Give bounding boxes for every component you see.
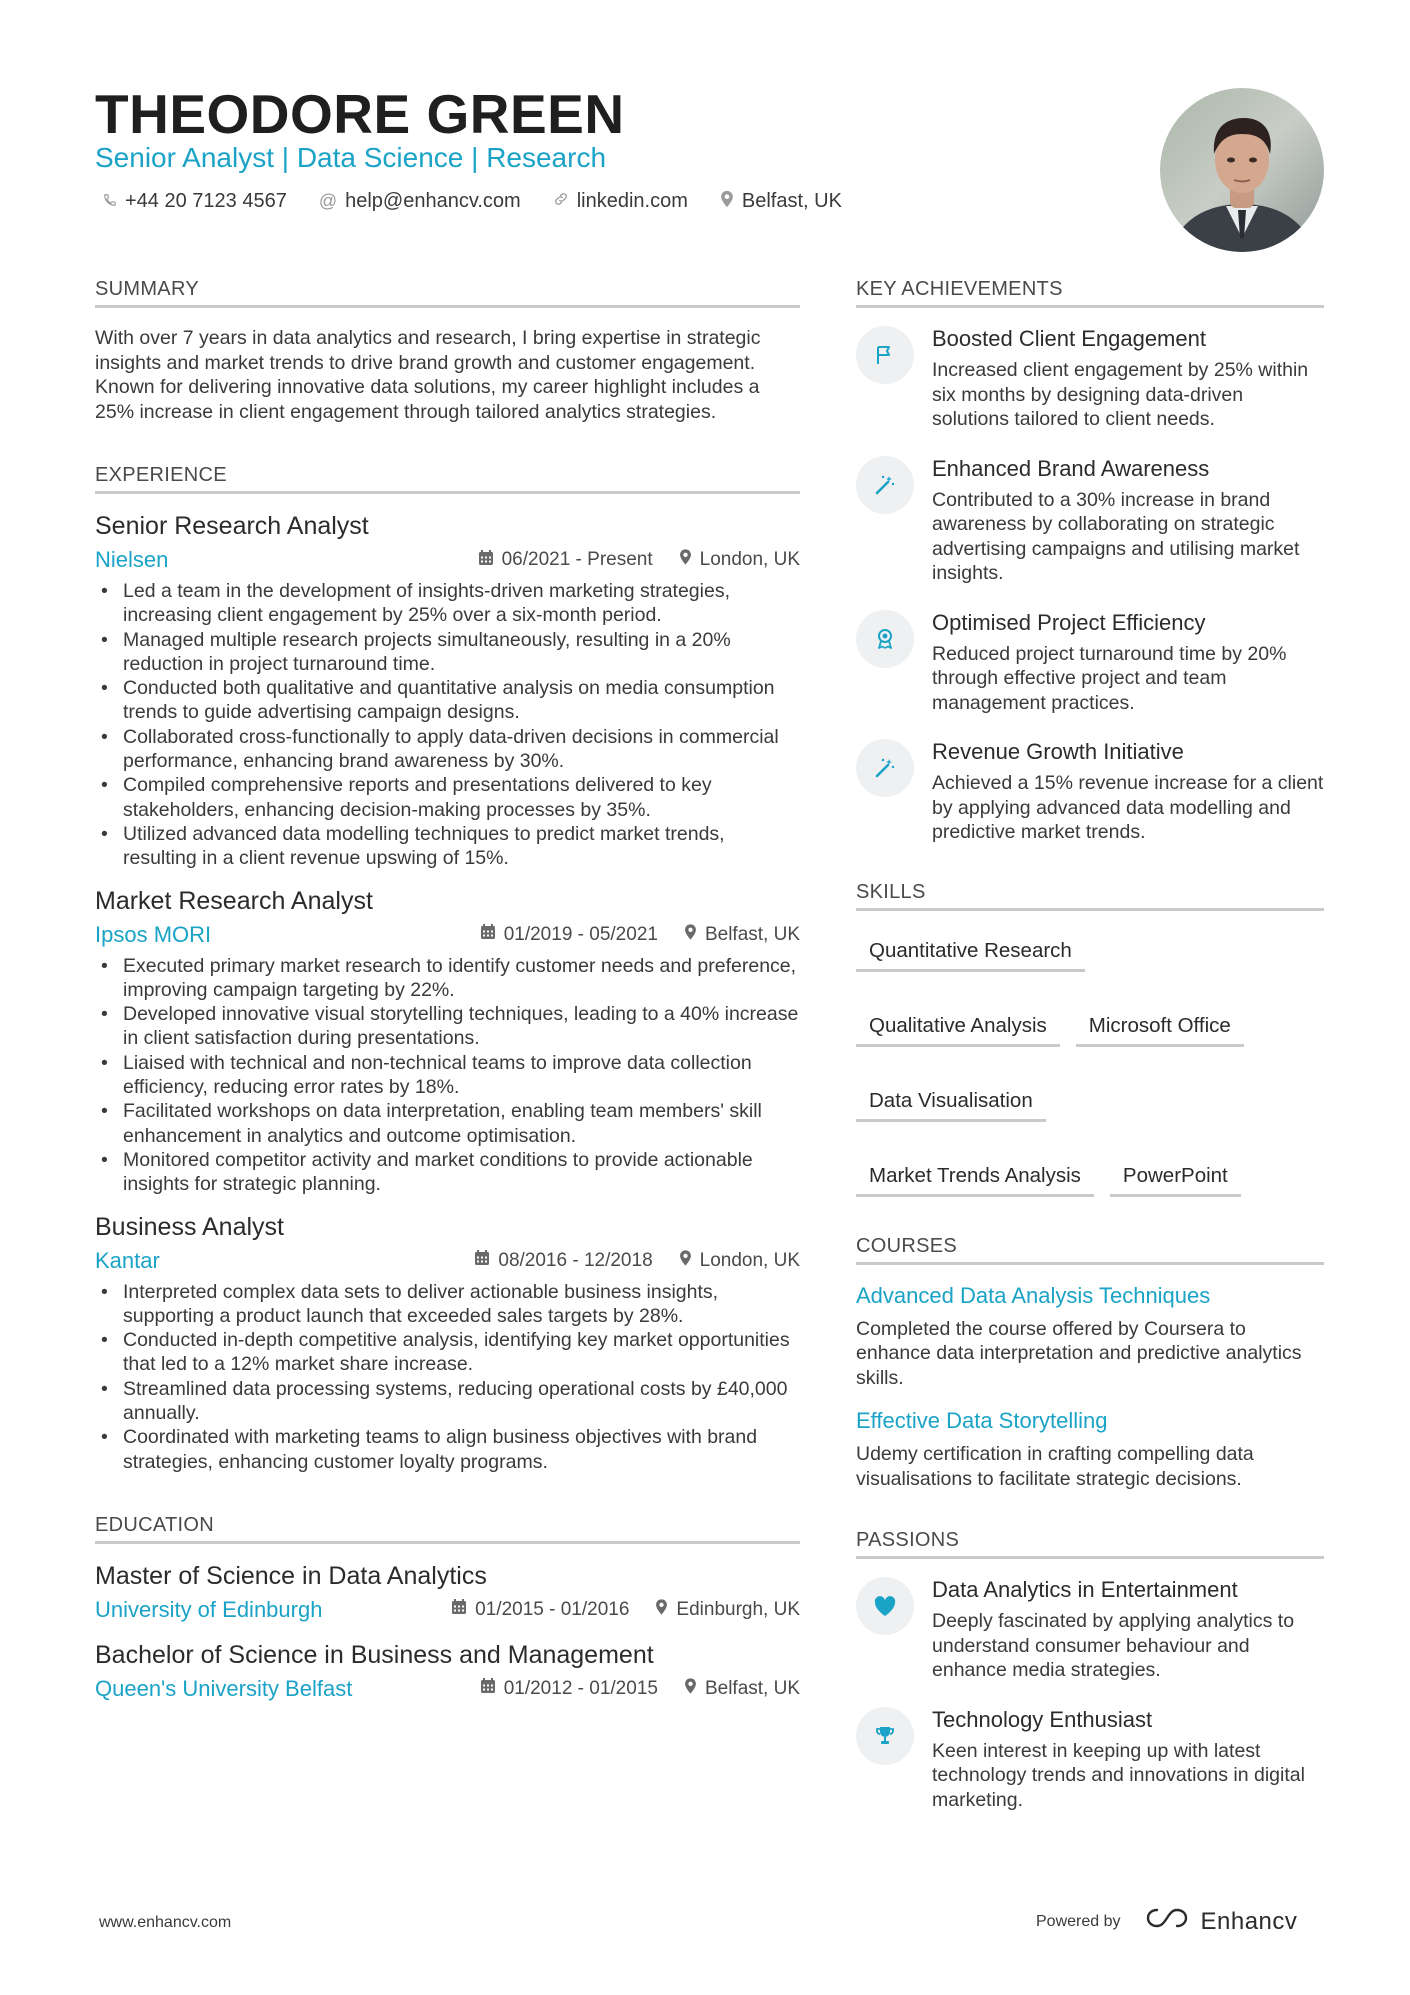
calendar-icon: [480, 923, 496, 946]
brand-logo[interactable]: [1145, 1906, 1298, 1937]
right-column: [856, 278, 1324, 1836]
phone-icon: [103, 191, 117, 212]
calendar-icon: [480, 1677, 496, 1700]
achievements-heading: KEY ACHIEVEMENTS: [856, 278, 1324, 308]
candidate-name: THEODORE GREEN: [95, 83, 625, 145]
achievement-desc: Achieved a 15% revenue increase for a client by applying advanced data modelling and predictive market trends.: [932, 772, 1324, 843]
achievement-item: [856, 326, 1324, 432]
location-icon: [684, 923, 697, 947]
profile-photo: [1160, 88, 1324, 252]
school-name: Queen's University Belfast: [95, 1675, 353, 1701]
skill-tag: Market Trends Analysis: [856, 1158, 1094, 1197]
footer-branding: [1036, 1906, 1297, 1937]
company-name: Kantar: [95, 1247, 160, 1273]
education-dates: 01/2015 - 01/2016: [475, 1598, 630, 1620]
location-icon: [679, 548, 692, 572]
contact-phone-text: +44 20 7123 4567: [125, 190, 287, 212]
contact-bar: [103, 190, 842, 213]
list-item: • Led a team in the development of insights-driven marketing strategies, increasing client engagement by 25% over a six-month period.: [95, 579, 800, 628]
left-column: [95, 278, 800, 1720]
list-item: • Managed multiple research projects simultaneously, resulting in a 20% reduction in project turnaround time.: [95, 628, 800, 677]
heart-icon: [856, 1577, 914, 1635]
list-item: • Coordinated with marketing teams to align business objectives with brand strategies, enhancing customer loyalty programs.: [95, 1425, 800, 1474]
passion-desc: Deeply fascinated by applying analytics to understand consumer behaviour and enhance media strategies.: [932, 1610, 1295, 1681]
job-location: London, UK: [699, 549, 800, 570]
passion-title: Data Analytics in Entertainment: [932, 1577, 1238, 1602]
list-item: • Conducted in-depth competitive analysis, identifying key market opportunities that led to a 12% market share increase.: [95, 1328, 800, 1377]
candidate-title: Senior Analyst | Data Science | Research: [95, 142, 607, 173]
skill-tag: Qualitative Analysis: [856, 1008, 1060, 1047]
achievement-desc: Contributed to a 30% increase in brand awareness by collaborating on strategic advertising campaigns and utilising market insights.: [932, 488, 1300, 584]
skills-heading: SKILLS: [856, 881, 1324, 911]
education-location: Belfast, UK: [704, 1677, 800, 1699]
location-icon: [720, 190, 734, 213]
experience-heading: EXPERIENCE: [95, 464, 800, 494]
job-title: Senior Research Analyst: [95, 512, 369, 540]
course-desc: Udemy certification in crafting compelling data visualisations to facilitate strategic decisions.: [856, 1443, 1254, 1490]
footer-url[interactable]: www.enhancv.com: [99, 1914, 232, 1931]
job-entry: [95, 512, 800, 871]
company-name: Ipsos MORI: [95, 921, 212, 947]
passion-item: [856, 1707, 1324, 1813]
contact-linkedin[interactable]: [553, 190, 688, 213]
list-item: • Facilitated workshops on data interpretation, enabling team members' skill enhancement in analytics and outcome optimisation.: [95, 1099, 800, 1148]
job-entry: [95, 887, 800, 1197]
job-dates: 08/2016 - 12/2018: [498, 1249, 653, 1271]
job-bullets: [95, 954, 800, 1197]
list-item: • Compiled comprehensive reports and presentations delivered to key stakeholders, enhancing decision-making processes by 35%.: [95, 773, 800, 822]
achievement-desc: Reduced project turnaround time by 20% through effective project and team management practices.: [932, 642, 1287, 714]
skill-tag: Quantitative Research: [856, 933, 1085, 972]
degree-title: Bachelor of Science in Business and Management: [95, 1640, 654, 1669]
list-item: • Utilized advanced data modelling techniques to predict market trends, resulting in a client revenue upswing of 15%.: [95, 822, 800, 871]
job-entry: [95, 1213, 800, 1474]
achievement-item: [856, 610, 1324, 716]
education-location: Edinburgh, UK: [676, 1598, 800, 1620]
list-item: • Collaborated cross-functionally to apply data-driven decisions in commercial performance, enhancing brand awareness by 30%.: [95, 725, 800, 774]
job-location: London, UK: [699, 1249, 800, 1271]
course-title: Effective Data Storytelling: [856, 1408, 1108, 1433]
passion-title: Technology Enthusiast: [932, 1706, 1153, 1732]
achievement-title: Boosted Client Engagement: [932, 326, 1206, 351]
list-item: • Liaised with technical and non-technical teams to improve data collection efficiency, reducing error rates by 18%.: [95, 1051, 800, 1100]
calendar-icon: [474, 1249, 490, 1272]
brand-name: Enhancv: [1200, 1907, 1298, 1935]
passion-desc: Keen interest in keeping up with latest technology trends and innovations in digital marketing.: [932, 1739, 1305, 1811]
summary-heading: SUMMARY: [95, 278, 800, 308]
job-location: Belfast, UK: [704, 923, 800, 945]
list-item: • Developed innovative visual storytelling techniques, leading to a 40% increase in client satisfaction during presentations.: [95, 1002, 800, 1051]
course-item: [856, 1408, 1324, 1491]
contact-location: [720, 190, 842, 213]
course-title: Advanced Data Analysis Techniques: [856, 1282, 1211, 1308]
achievement-title: Enhanced Brand Awareness: [932, 455, 1210, 481]
achievement-desc: Increased client engagement by 25% within six months by designing data-driven solutions tailored to client needs.: [932, 359, 1309, 430]
list-item: • Interpreted complex data sets to deliver actionable business insights, supporting a product launch that exceeded sales targets by 28%.: [95, 1280, 800, 1329]
contact-linkedin-text: linkedin.com: [576, 190, 688, 212]
degree-title: Master of Science in Data Analytics: [95, 1561, 487, 1590]
contact-email-text: help@enhancv.com: [345, 190, 521, 212]
list-item: • Executed primary market research to identify customer needs and preference, improving campaign targeting by 22%.: [95, 954, 800, 1003]
award-icon: [856, 610, 914, 668]
achievement-title: Optimised Project Efficiency: [932, 609, 1206, 635]
education-heading: EDUCATION: [95, 1514, 800, 1544]
flag-icon: [856, 326, 914, 384]
education-dates: 01/2012 - 01/2015: [503, 1677, 658, 1699]
calendar-icon: [478, 549, 494, 572]
contact-location-text: Belfast, UK: [741, 190, 842, 212]
trophy-icon: [856, 1707, 914, 1765]
location-icon: [679, 1249, 692, 1273]
location-icon: [684, 1677, 697, 1701]
summary-text: With over 7 years in data analytics and research, I bring expertise in strategic insights and market trends to drive brand growth and customer engagement. Known for delivering innovative data solutions, my career highlight includes a 25% increase in client engagement through tailored analytics strategies.: [95, 327, 761, 423]
job-title: Market Research Analyst: [95, 886, 373, 915]
skill-tag: Microsoft Office: [1076, 1008, 1244, 1047]
education-entry: [95, 1641, 800, 1702]
at-icon: @: [318, 191, 338, 211]
magic-wand-icon: [856, 456, 914, 514]
list-item: • Conducted both qualitative and quantitative analysis on media consumption trends to guide advertising campaign designs.: [95, 676, 800, 725]
job-bullets: [95, 579, 800, 871]
passion-item: [856, 1577, 1324, 1683]
skill-tag: PowerPoint: [1110, 1158, 1241, 1197]
link-icon: [553, 191, 569, 212]
job-bullets: [95, 1280, 800, 1474]
skills-list: [856, 933, 1324, 1197]
magic-wand-icon: [856, 739, 914, 797]
job-title: Business Analyst: [95, 1212, 284, 1241]
course-desc: Completed the course offered by Coursera to enhance data interpretation and predictive analytics skills.: [856, 1317, 1302, 1389]
contact-phone[interactable]: [103, 190, 287, 213]
powered-by-label: Powered by: [1036, 1912, 1121, 1930]
course-item: [856, 1283, 1324, 1391]
job-dates: 06/2021 - Present: [501, 549, 653, 570]
passions-heading: PASSIONS: [856, 1529, 1324, 1559]
calendar-icon: [451, 1598, 467, 1621]
experience-list: [95, 512, 800, 1474]
achievement-item: [856, 456, 1324, 586]
job-dates: 01/2019 - 05/2021: [503, 923, 658, 945]
enhancv-logo-icon: [1145, 1906, 1191, 1937]
school-name: University of Edinburgh: [95, 1596, 323, 1622]
contact-email[interactable]: [319, 190, 521, 213]
achievement-item: [856, 739, 1324, 845]
achievement-title: Revenue Growth Initiative: [932, 739, 1184, 764]
list-item: • Monitored competitor activity and market conditions to provide actionable insights for strategic planning.: [95, 1148, 800, 1197]
education-entry: [95, 1562, 800, 1623]
location-icon: [655, 1598, 668, 1622]
company-name: Nielsen: [95, 547, 169, 572]
courses-heading: COURSES: [856, 1235, 1324, 1265]
skill-tag: Data Visualisation: [856, 1083, 1046, 1122]
list-item: • Streamlined data processing systems, reducing operational costs by £40,000 annually.: [95, 1377, 800, 1426]
